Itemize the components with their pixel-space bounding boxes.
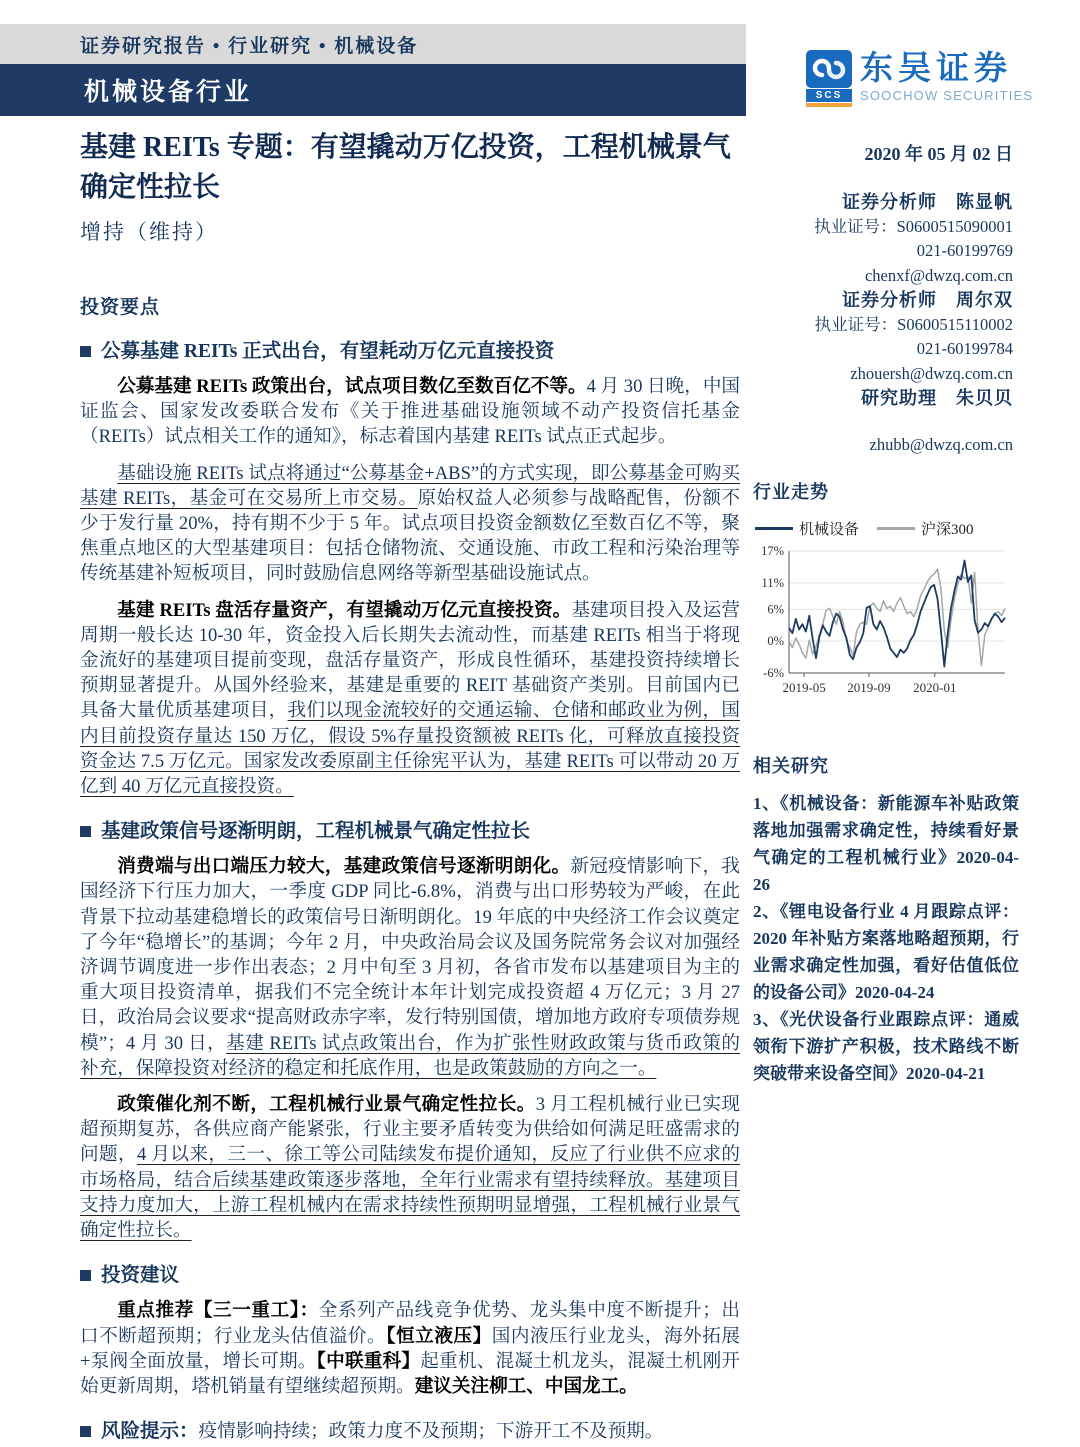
svg-text:0%: 0%: [767, 634, 784, 649]
text-run: 国内液压行业龙头，海外拓展+泵阀全面放量，增长可期。: [80, 1325, 740, 1372]
analyst-detail-line: 021-60199784: [916, 339, 1013, 358]
analyst-role-line: 研究助理 朱贝贝: [861, 388, 1013, 408]
legend-item: [877, 518, 974, 539]
contact-block: [720, 190, 1013, 457]
report-body: [80, 292, 740, 1447]
section-inline-text: 疫情影响持续；政策力度不及预期；下游开工不及预期。: [198, 1421, 664, 1443]
bold-run: 公募基建 REITs 政策出台，试点项目数亿至数百亿不等。: [117, 376, 587, 397]
svg-text:2019-09: 2019-09: [847, 680, 891, 695]
analyst-detail-line: 执业证号：S0600515110002: [814, 314, 1013, 334]
industry-trend-heading: 行业走势: [753, 482, 829, 502]
chart-legend: [755, 518, 1015, 539]
analyst-detail-line: chenxf@dwzq.com.cn: [864, 265, 1013, 285]
body-paragraph: [80, 374, 740, 450]
report-type-text: 证券研究报告 • 行业研究 • 机械设备: [80, 35, 419, 57]
section-heading: [80, 815, 740, 843]
related-research-item: 1、《机械设备：新能源车补贴政策落地加强需求确定性，持续看好景气确定的工程机械行业》2020-04-26: [753, 794, 1019, 894]
section-heading: [80, 335, 740, 363]
industry-bar: [0, 64, 746, 116]
scs-logo-icon: [806, 50, 852, 107]
legend-label: 机械设备: [799, 522, 860, 538]
underlined-run: 4 月以来，三一、徐工等公司陆续发布提价通知，反应了行业供不应求的市场格局，结合后续基建政策逐步落地，全年行业需求有望持续释放。基建项目支持力度加大，上游工程机械内在需求持续性预期明显增强，工程机械行业景气确定性拉长。: [80, 1144, 740, 1242]
body-paragraph: [80, 598, 740, 800]
related-research-item: 3、《光伏设备行业跟踪点评：通威领衔下游扩产积极，技术路线不断突破带来设备空间》2020-04-21: [753, 1010, 1019, 1083]
section-bullet-icon: [80, 346, 91, 357]
body-paragraph: [80, 1092, 740, 1243]
bold-run: 重点推荐【三一重工】：: [117, 1300, 319, 1322]
report-title: 基建 REITs 专题：有望撬动万亿投资，工程机械景气确定性拉长: [80, 132, 731, 203]
section-heading: [80, 1259, 740, 1287]
svg-text:17%: 17%: [761, 544, 784, 558]
section-heading-text: 投资建议: [101, 1265, 180, 1287]
svg-text:2019-05: 2019-05: [782, 680, 826, 695]
text-run: 新冠疫情影响下，我国经济下行压力加大，一季度 GDP 同比-6.8%，消费与出口形势较为严峻，在此背景下拉动基建稳增长的政策信号日渐明朗化。19 年底的中央经济工作会议奠定了今年“稳增长”的基调；今年 2 月，中央政治局会议及国务院常务会议对加强经济调节调度进一步作出表态；2 月中旬至 3 月初，各省市发布以基建项目为主的重大项目投资清单，据我们不完全统计本年计划完成投资超 4 万亿元；3 月 27 日，政治局会议要求“提高财政赤字率，发行特别国债，增加地方政府专项债券规模”；4 月 30 日，: [80, 856, 740, 1054]
svg-text:6%: 6%: [767, 602, 784, 617]
analyst-detail-line: 021-60199769: [916, 241, 1013, 260]
text-run: 基建项目投入及运营周期一般长达 10-30 年，资金投入后长期失去流动性，而基建 REITs 相当于将现金流好的基建项目提前变现，盘活存量资产，形成良性循环，基建投资持续增长预期显著提升。从国外经验来，基建是重要的 REIT 基础资产类别。目前国内已具备大量优质基建项目，: [80, 599, 740, 722]
analyst-detail-line: zhubb@dwzq.com.cn: [869, 434, 1013, 454]
report-date: 2020 年 05 月 02 日: [864, 144, 1013, 164]
logo-swirl-icon: [812, 54, 846, 84]
section-bullet-icon: [80, 1426, 91, 1437]
analyst-detail-line: zhouersh@dwzq.com.cn: [850, 363, 1013, 383]
text-run: 全系列产品线竞争优势、龙头集中度不断提升；出口不断超预期；行业龙头估值溢价。: [80, 1300, 740, 1347]
body-paragraph: [80, 1298, 740, 1399]
section-heading-text: 风险提示：: [101, 1421, 199, 1443]
trend-chart: [753, 543, 1015, 706]
industry-trend-panel: [753, 478, 1015, 706]
body-paragraph: [80, 854, 740, 1081]
related-research-heading: 相关研究: [753, 756, 829, 776]
key-points-heading: 投资要点: [80, 297, 161, 318]
section-heading-text: 基建政策信号逐渐明朗，工程机械景气确定性拉长: [101, 821, 531, 843]
svg-text:2020-01: 2020-01: [913, 680, 957, 695]
legend-line-icon: [755, 527, 793, 530]
underlined-run: 我们以现金流较好的交通运输、仓储和邮政业为例，国内目前投资存量达 150 万亿，假设 5%存量投资额被 REITs 化，可释放直接投资资金达 7.5 万亿元。国家发改委原副主任徐宪平认为，基建 REITs 可以带动 20 万亿到 40 万亿元直接投资。: [80, 700, 740, 798]
logo-brand-en: SOOCHOW SECURITIES: [860, 88, 1034, 103]
logo-scs-text: SCS: [806, 89, 852, 102]
text-run: 4 月 30 日晚，中国证监会、国家发改委联合发布《关于推进基础设施领域不动产投资信托基金（REITs）试点相关工作的通知》，标志着国内基建 REITs 试点正式起步。: [80, 376, 741, 448]
analyst-detail-line: [720, 411, 1013, 433]
analyst-role-line: 证券分析师 周尔双: [842, 290, 1013, 310]
body-sections: [80, 335, 740, 1443]
legend-label: 沪深300: [921, 522, 974, 538]
bold-run: 【中联重科】: [316, 1350, 421, 1372]
logo-brand-cn: 东吴证券: [860, 49, 1012, 86]
bold-run: 【恒立液压】: [386, 1325, 492, 1347]
section-bullet-icon: [80, 1270, 91, 1281]
svg-text:-6%: -6%: [763, 666, 784, 680]
related-research-list: [753, 790, 1019, 1087]
section-heading-text: 公募基建 REITs 正式出台，有望耗动万亿元直接投资: [101, 341, 555, 362]
analyst-role-line: 证券分析师 陈显帆: [842, 192, 1013, 212]
soochow-logo: [806, 50, 1033, 107]
bold-run: 建议关注柳工、中国龙工。: [414, 1375, 638, 1397]
report-type-bar: [0, 24, 746, 64]
rating-label: 增持（维持）: [80, 220, 218, 244]
related-research-item: 2、《锂电设备行业 4 月跟踪点评：2020 年补贴方案落地略超预期，行业需求确定性加强，看好估值低位的设备公司》2020-04-24: [753, 902, 1019, 1002]
bold-run: 消费端与出口端压力较大，基建政策信号逐渐明朗化。: [117, 856, 571, 878]
series-line-机械设备: [789, 561, 1005, 667]
text-run: 起重机、混凝土机龙头，混凝土机刚开始更新周期，塔机销量有望继续超预期。: [80, 1350, 740, 1397]
body-paragraph: [80, 461, 740, 587]
bold-run: 政策催化剂不断，工程机械行业景气确定性拉长。: [117, 1094, 536, 1116]
section-bullet-icon: [80, 826, 91, 837]
text-run: 3 月工程机械行业已实现超预期复苏，各供应商产能紧张，行业主要矛盾转变为供给如何满足旺盛需求的问题，: [80, 1094, 740, 1166]
section-heading: [80, 1415, 740, 1443]
svg-text:11%: 11%: [761, 575, 784, 590]
trend-chart-svg: [753, 543, 1011, 701]
text-run: 原始权益人必须参与战略配售，份额不少于发行量 20%，持有期不少于 5 年。试点项目投资金额数亿至数百亿不等，聚焦重点地区的大型基建项目：包括仓储物流、交通设施、市政工程和污染治理等传统基建补短板项目，同时鼓励信息网络等新型基础设施试点。: [80, 487, 740, 585]
legend-line-icon: [877, 527, 915, 530]
underlined-run: 基建 REITs 试点政策出台，作为扩张性财政政策与货币政策的补充，保障投资对经济的稳定和托底作用，也是政策鼓励的方向之一。: [80, 1032, 740, 1079]
related-research-panel: [753, 752, 1019, 1087]
legend-item: [755, 518, 859, 539]
underlined-run: 基础设施 REITs 试点将通过“公募基金+ABS”的方式实现，即公募基金可购买基建 REITs，基金可在交易所上市交易。: [80, 462, 740, 509]
industry-label: 机械设备行业: [84, 79, 253, 106]
bold-run: 基建 REITs 盘活存量资产，有望撬动万亿元直接投资。: [117, 599, 572, 621]
logo-orange-bar: [806, 103, 852, 107]
analyst-detail-line: 执业证号：S0600515090001: [814, 216, 1013, 236]
